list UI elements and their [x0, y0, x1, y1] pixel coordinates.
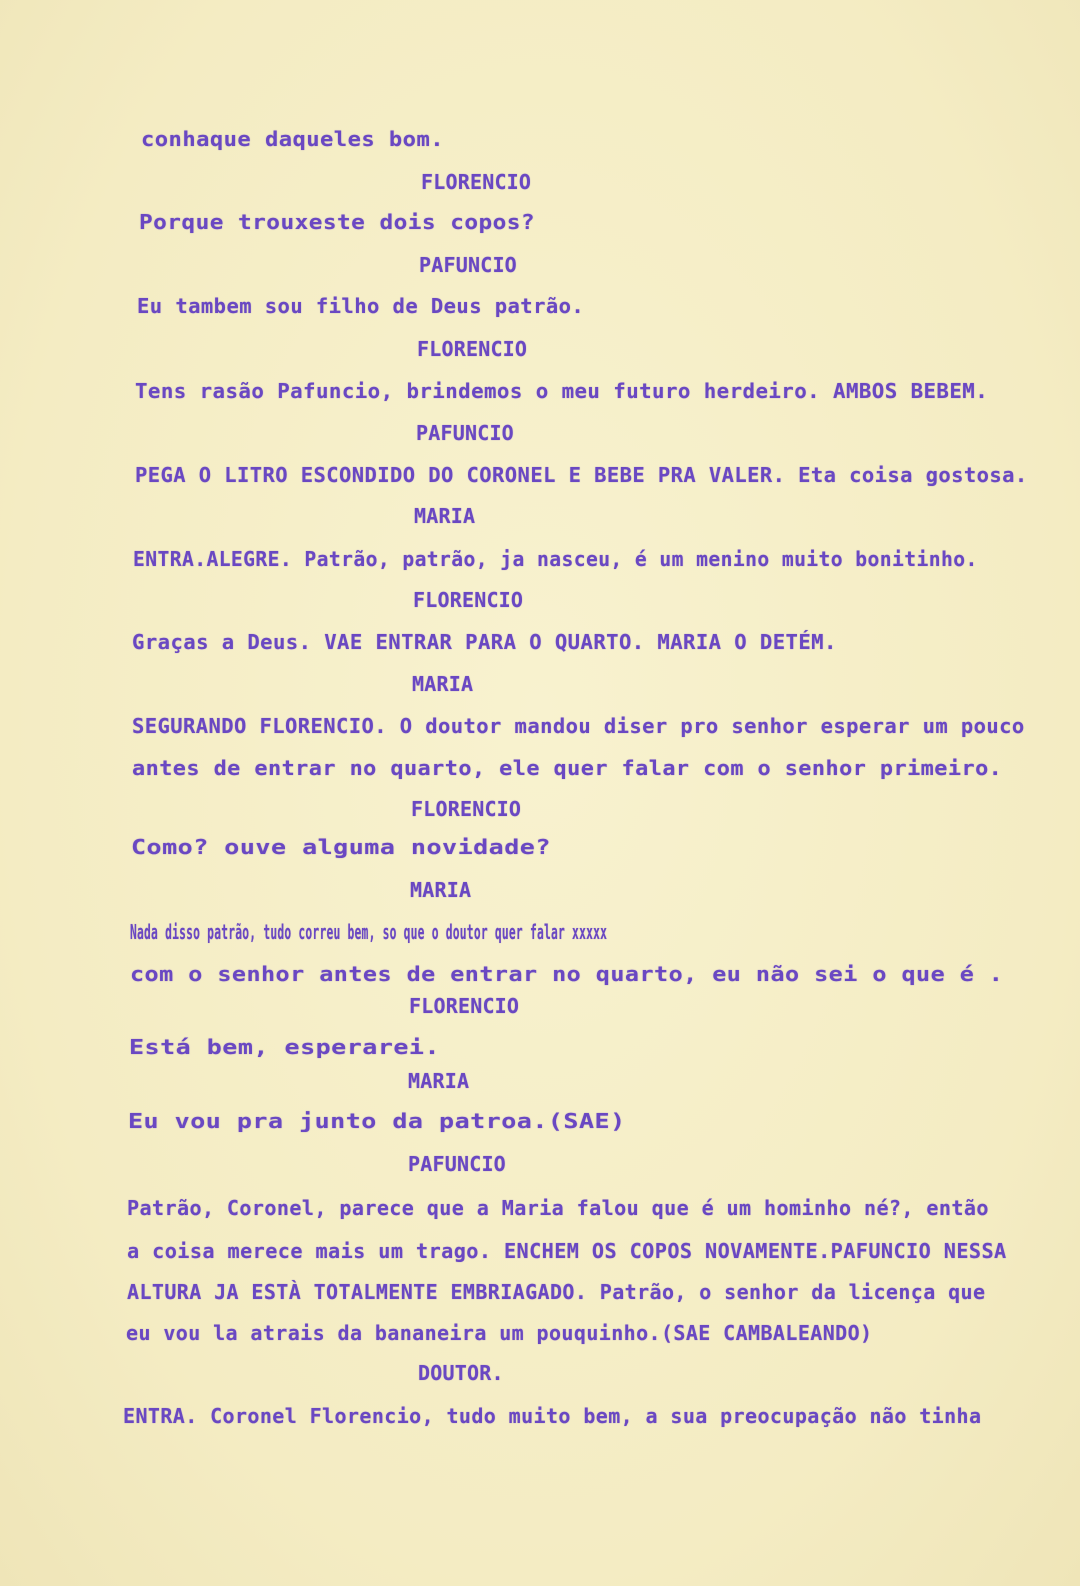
dialogue-line: conhaque daqueles bom.	[141, 127, 444, 151]
dialogue-line: SEGURANDO FLORENCIO. O doutor mandou diser pro senhor esperar um pouco	[132, 714, 1025, 738]
speaker-name: MARIA	[412, 672, 474, 696]
dialogue-line: ALTURA JA ESTÀ TOTALMENTE EMBRIAGADO. Patrão, o senhor da licença que	[127, 1280, 986, 1304]
speaker-name: FLORENCIO	[409, 994, 520, 1018]
dialogue-line: antes de entrar no quarto, ele quer falar com o senhor primeiro.	[132, 756, 1003, 780]
dialogue-line: Porque trouxeste dois copos?	[139, 210, 536, 234]
dialogue-line: Está bem, esperarei.	[129, 1035, 441, 1059]
dialogue-line: ENTRA. Coronel Florencio, tudo muito bem, a sua preocupação não tinha	[123, 1404, 982, 1428]
speaker-name: FLORENCIO	[417, 337, 528, 361]
speaker-name: PAFUNCIO	[419, 253, 517, 277]
dialogue-line: Patrão, Coronel, parece que a Maria falou que é um hominho né?, então	[127, 1196, 989, 1220]
dialogue-line: ENTRA.ALEGRE. Patrão, patrão, ja nasceu, é um menino muito bonitinho.	[133, 547, 978, 571]
dialogue-line: Como? ouve alguma novidade?	[131, 835, 551, 859]
speaker-name: DOUTOR.	[418, 1361, 504, 1385]
dialogue-line: Tens rasão Pafuncio, brindemos o meu futuro herdeiro. AMBOS BEBEM.	[135, 379, 989, 403]
speaker-name: MARIA	[410, 878, 472, 902]
speaker-name: PAFUNCIO	[408, 1152, 506, 1176]
speaker-name: MARIA	[414, 504, 476, 528]
speaker-name: PAFUNCIO	[416, 421, 514, 445]
speaker-name: FLORENCIO	[421, 170, 532, 194]
dialogue-line: Nada disso patrão, tudo correu bem, so que o doutor quer falar xxxxx	[130, 920, 608, 944]
speaker-name: MARIA	[408, 1069, 470, 1093]
speaker-name: FLORENCIO	[411, 797, 522, 821]
dialogue-line: Eu tambem sou filho de Deus patrão.	[137, 294, 585, 318]
dialogue-line: Eu vou pra junto da patroa.(SAE)	[128, 1109, 626, 1133]
speaker-name: FLORENCIO	[413, 588, 524, 612]
dialogue-line: eu vou la atrais da bananeira um pouquinho.(SAE CAMBALEANDO)	[126, 1321, 873, 1345]
dialogue-line: com o senhor antes de entrar no quarto, eu não sei o que é .	[130, 962, 1004, 986]
dialogue-line: Graças a Deus. VAE ENTRAR PARA O QUARTO. MARIA O DETÉM.	[132, 630, 837, 654]
dialogue-line: a coisa merece mais um trago. ENCHEM OS COPOS NOVAMENTE.PAFUNCIO NESSA	[127, 1239, 1007, 1263]
dialogue-line: PEGA O LITRO ESCONDIDO DO CORONEL E BEBE PRA VALER. Eta coisa gostosa.	[135, 463, 1028, 487]
